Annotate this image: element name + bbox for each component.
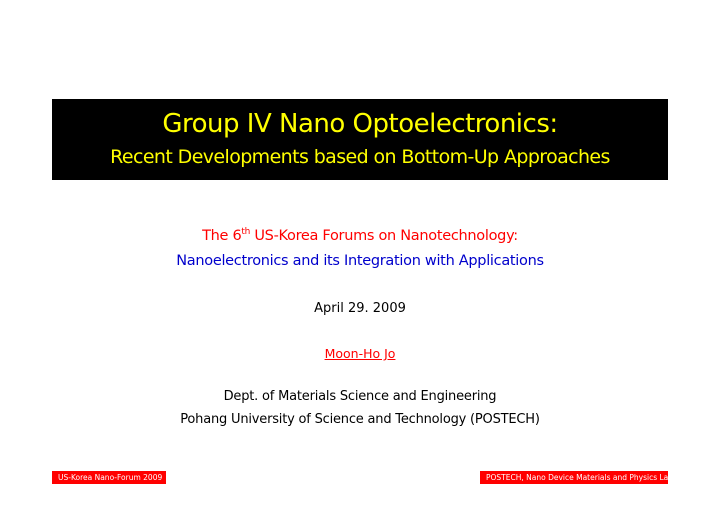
department: Dept. of Materials Science and Engineering xyxy=(223,389,497,404)
author-name: Moon-Ho Jo xyxy=(324,346,396,361)
footer-event-label: US-Korea Nano-Forum 2009 xyxy=(52,471,166,484)
presentation-date: April 29. 2009 xyxy=(314,301,406,316)
forum-topic: Nanoelectronics and its Integration with Applications xyxy=(176,253,544,269)
slide-title: Group IV Nano Optoelectronics: xyxy=(162,109,558,139)
footer-lab-label: POSTECH, Nano Device Materials and Physics Lab xyxy=(480,471,668,484)
forum-title xyxy=(0,228,720,244)
forum-title-ordinal: th xyxy=(241,227,251,237)
university: Pohang University of Science and Technology (POSTECH) xyxy=(180,412,540,427)
slide-subtitle: Recent Developments based on Bottom-Up Approaches xyxy=(110,146,610,168)
title-banner xyxy=(52,99,668,180)
forum-title-suffix: US-Korea Forums on Nanotechnology: xyxy=(250,228,518,244)
forum-title-prefix: The 6 xyxy=(202,228,242,244)
